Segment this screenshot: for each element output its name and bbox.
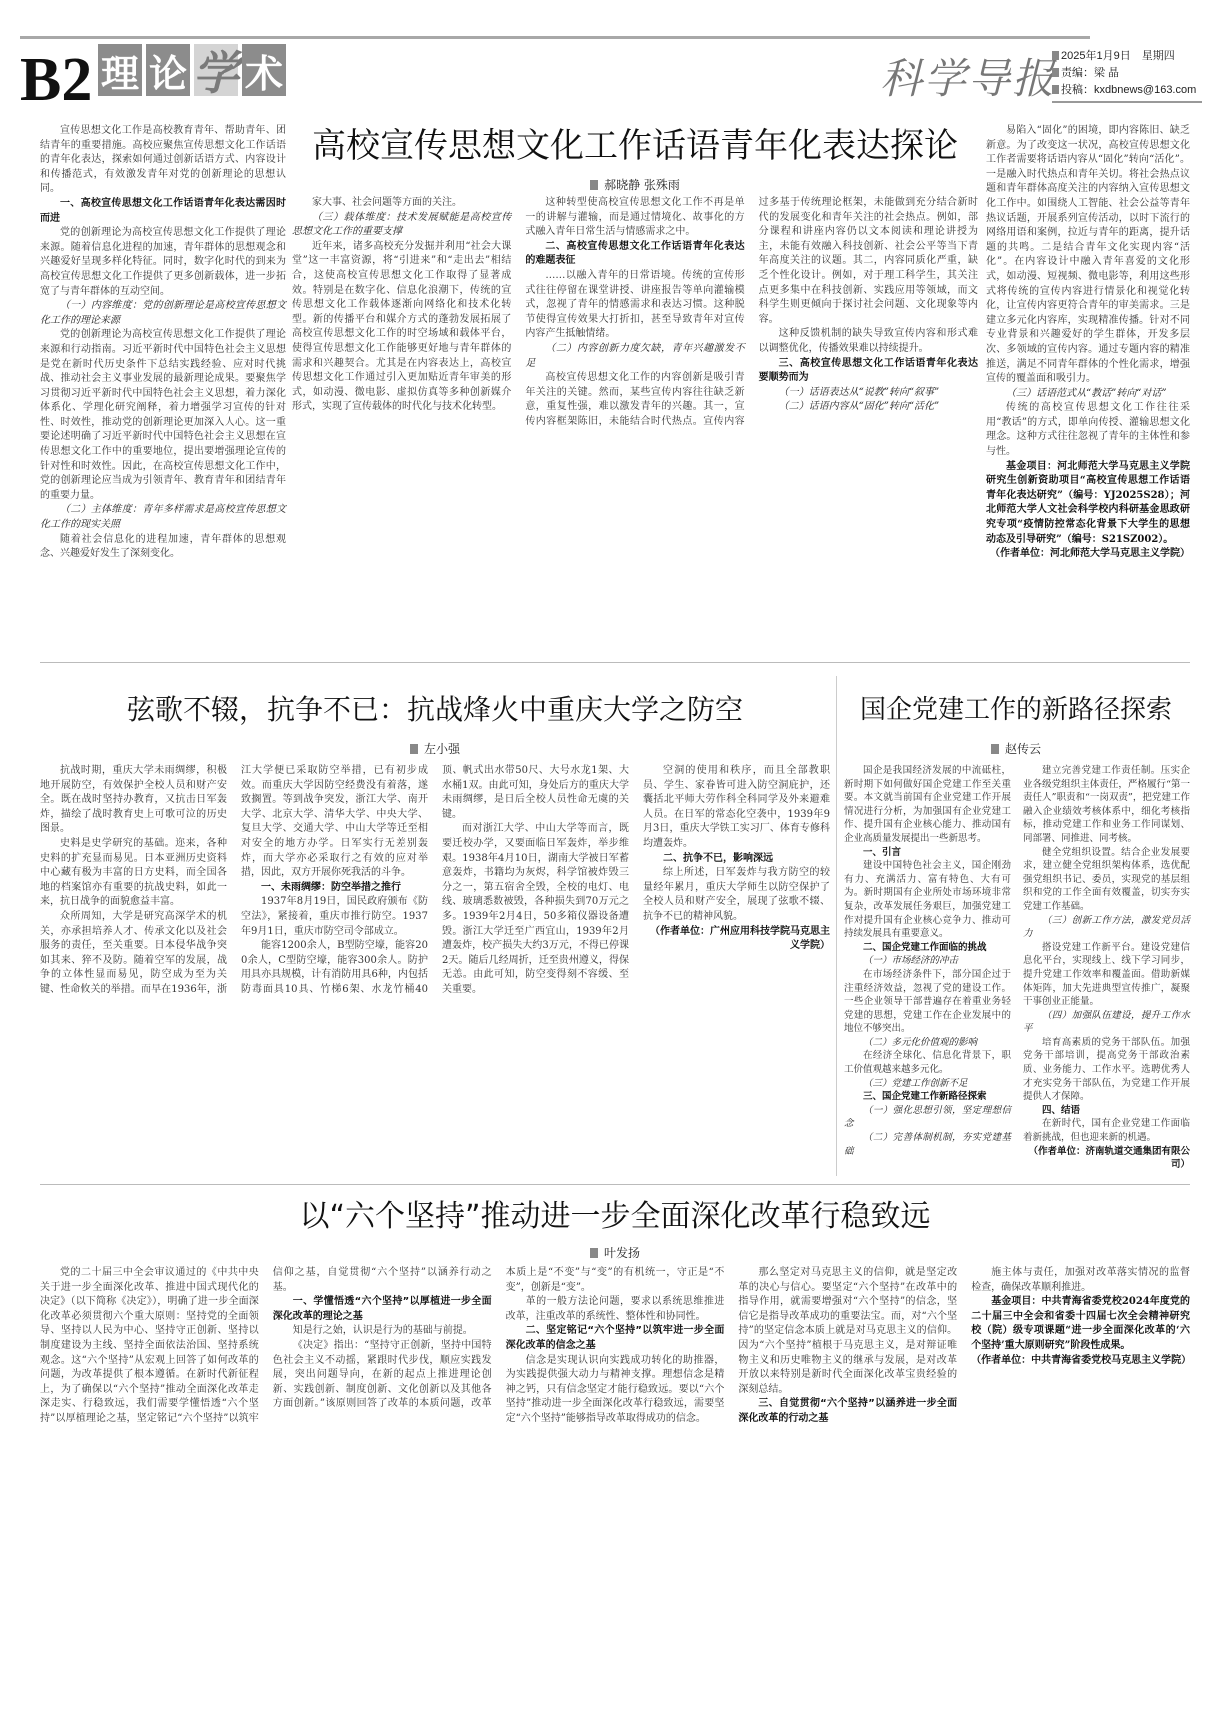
paragraph: 近年来，诸多高校充分发掘并利用“社会大课堂”这一丰富资源，将“引进来”和“走出去”相结合，这使高校宣传思想文化工作取得了显著成效。特别是在数字化、信息化浪潮下，传统的宣传思想文化工作载体逐渐向网络化和技术化转型。新的传播平台和媒介方式的蓬勃发展拓展了高校宣传思想文化工作的时空场域和载体平台，使得宣传思想文化工作能够更好地与青年群体的需求和兴趣契合。尤其是在内容表达上，高校宣传思想文化工作通过引入更加贴近青年审美的形式，如动漫、微电影、虚拟仿真等多种创新媒介形式，实现了宣传载体的时代化与技术化转型。	[292, 240, 512, 413]
paragraph: 综上所述，日军轰炸与我方防空的较量经年累月，重庆大学师生以防空保护了全校人员和财产安全，展现了弦歌不辍、抗争不已的精神风貌。	[643, 867, 830, 922]
article1-left-column	[40, 124, 286, 562]
paragraph: 家大事、社会问题等方面的关注。	[312, 197, 462, 208]
subsection-heading: （二）主体维度：青年多样需求是高校宣传思想文化工作的现实关照	[40, 504, 286, 531]
paragraph: 搭设党建工作新平台。建设党建信息化平台，实现线上、线下学习同步，提升党建工作效率和覆盖面。借助新媒体矩阵，加大先进典型宣传推广，凝聚干事创业正能量。	[1023, 941, 1190, 1008]
page-number: B2	[20, 46, 93, 114]
paragraph: 党的创新理论为高校宣传思想文化工作提供了理论来源。随着信息化进程的加速，青年群体的思想观念和兴趣爱好呈现多样化特征。同时，数字化时代的到来为高校宣传思想文化工作提供了更多创新载体，进一步拓宽了与青年群体的互动空间。	[40, 227, 286, 297]
issue-date: 2025年1月9日 星期四	[1052, 48, 1202, 65]
article4-body	[40, 1266, 1190, 1427]
paragraph: 空洞的使用和秩序，而且全部教职员、学生、家眷皆可进入防空洞庇护，还囊括北平师大劳作科全科同学及外来避难人员。在日军的常态化空袭中，1939年9月3日，重庆大学铁工实习厂、体育专修科均遭轰炸。	[643, 765, 830, 849]
paragraph: 信念是实现认识向实践成功转化的助推器，为实践提供强大动力与精神支撑。理想信念是精神之钙，只有信念坚定才能行稳致远。要以“六个坚持”推动进一步全面深化改革行稳致远，需要坚定“六个坚持”能够指导改革取得成功的信念。	[505, 1354, 725, 1424]
section-char: 术	[242, 44, 286, 96]
subsection-heading: （三）党建工作创新不足	[863, 1077, 968, 1089]
article1-title: 高校宣传思想文化工作话语青年化表达探论	[312, 126, 958, 166]
paragraph: 健全党组织设置。结合企业发展要求，建立健全党组织架构体系，选优配强党组织书记、委员，实现党的基层组织和党的工作全面有效覆盖，切实夯实党建工作基础。	[1023, 846, 1190, 912]
section-heading: 三、高校宣传思想文化工作话语青年化表达要顺势而为	[758, 357, 978, 384]
subsection-heading: （二）话语内容从“固化”转向“活化”	[778, 401, 940, 413]
section-heading: 二、国企党建工作面临的挑战	[863, 941, 987, 953]
article3-byline: 赵传云	[842, 740, 1190, 757]
author-affiliation: （作者单位：广州应用科技学院马克思主义学院）	[650, 925, 830, 952]
subsection-heading: （一）市场经济的冲击	[863, 955, 959, 967]
section-char: 学	[193, 46, 239, 100]
paragraph: 这种反馈机制的缺失导致宣传内容和形式难以调整优化，传播效果难以持续提升。	[758, 328, 978, 354]
subsection-heading: （三）话语范式从“教话”转向“对话”	[1006, 387, 1167, 399]
article2-title: 弦歌不辍，抗争不已：抗战烽火中重庆大学之防空	[126, 693, 743, 726]
paragraph: 建立完善党建工作责任制。压实企业各级党组织主体责任，严格履行“第一责任人”职责和“一岗双责”，把党建工作融入企业绩效考核体系中，细化考核指标，推动党建工作和业务工作同谋划、同部署、同推进、同考核。	[1023, 765, 1190, 844]
paragraph: 众所周知，大学是研究高深学术的机关，亦承担培养人才、传承文化以及社会服务的责任，至关重要。日本侵华战争突如其来、猝不及防。随着空军的发展，战争的立体性显而易见，防空成为至为关键、性命攸关的举措。而早在1936年，浙江大学便已采取防空举措，已有初步成效。而重庆大学因防空经费没有着落，遂致搁置。等到战争突发，浙江大学、南开大学、北京大学、清华大学、中央大学、复旦大学、交通大学、中山大学等迁至相对安全的地方办学。日军实行无差别轰炸，而大学亦必采取行之有效的应对举措，因此，双方开展你死我活的斗争。	[40, 765, 428, 995]
article4-title: 以“六个坚持”推动进一步全面深化改革行稳致远	[299, 1199, 931, 1234]
subsection-heading: （四）加强队伍建设，提升工作水平	[1023, 1009, 1190, 1035]
paragraph: 随着社会信息化的进程加速，青年群体的思想观念、兴趣爱好发生了深刻变化。	[40, 533, 286, 560]
paragraph: 国企是我国经济发展的中流砥柱，新时期下如何做好国企党建工作至关重要。本文就当前国有企业党建工作开展情况进行分析，为加强国有企业党建工作、提升国有企业核心能力、推动国有企业高质量发展提出一些新思考。	[844, 765, 1011, 844]
paragraph: 在经济全球化、信息化背景下，职工价值观越来越多元化。	[844, 1050, 1011, 1076]
article4-byline: 叶发扬	[40, 1244, 1190, 1261]
article1-byline: 郝晓静 张殊雨	[290, 176, 980, 193]
section-char: 理	[98, 44, 142, 96]
section-heading: 四、结语	[1042, 1104, 1081, 1116]
paragraph: 革的一般方法论问题，要求以系统思维推进改革，注重改革的系统性、整体性和协同性。	[505, 1296, 725, 1322]
author-affiliation: （作者单位：济南轨道交通集团有限公司）	[1028, 1145, 1190, 1171]
section-heading: 一、未雨绸缪：防空举措之推行	[261, 881, 401, 893]
paragraph: 在市场经济条件下，部分国企过于注重经济效益，忽视了党的建设工作。一些企业领导干部普遍存在着重业务轻党建的思想，党建工作在企业发展中的地位不够突出。	[844, 968, 1011, 1035]
section-heading: 二、抗争不已，影响深远	[663, 852, 773, 864]
section-heading: 一、引言	[863, 846, 902, 858]
subsection-heading: （一）强化思想引领，坚定理想信念	[844, 1104, 1011, 1130]
paragraph: 高校宣传思想文化工作的内容创新是吸引青年关注的关键。然而，某些宣传内容往往缺乏新意，重复性强，难以激发青年的兴趣。其一，宣传内容框架陈旧，未能结合时代热点。宣传内容过多基于传统理论框架，未能做到充分结合新时代的发展变化和青年关注的社会热点。例如，部分课程和讲座内容仍以文本阅读和理论讲授为主，未能有效融入科技创新、社会公平等当下青年高度关注的议题。其二，内容同质化严重，缺乏个性化设计。例如，对于理工科学生，其关注点更多集中在科技创新、实践应用等领域，而文科学生则更倾向于探讨社会问题、文化现象等内容。	[525, 197, 978, 427]
article2-body	[40, 764, 830, 998]
section-divider	[40, 662, 1190, 663]
paragraph: 而对浙江大学、中山大学等而言，既要迁校办学，又要面临日军轰炸，举步维艰。1938年4月10日，湖南大学被日军蓄意轰炸，书籍均为灰烬，科学馆被炸毁三分之一，第五宿舍全毁，全校的电灯、电线、玻璃悉数被毁，各种损失到70万元之多。1939年2月4日，50多箱仪器设备遭毁。浙江大学迁至广西宜山，1939年2月遭轰炸，校产损失大约3万元，不得已停课2天。随后几经周折，迁至贵州遵义，得保无恙。由此可知，防空变得刻不容缓、至关重要。	[442, 823, 629, 995]
author-affiliation: （作者单位：河北师范大学马克思主义学院）	[990, 548, 1190, 560]
section-char: 论	[146, 44, 190, 96]
paragraph: ……以融入青年的日常语境。传统的宣传形式往往停留在课堂讲授、讲座报告等单向灌输模式，忽视了青年的情感需求和表达习惯。这种脱节使得宣传效果大打折扣，甚至导致青年对宣传内容产生抵触情绪。	[525, 269, 745, 340]
subsection-heading: （一）内容维度：党的创新理论是高校宣传思想文化工作的理论来源	[40, 300, 286, 326]
paragraph: 党的创新理论为高校宣传思想文化工作提供了理论来源和行动指南。习近平新时代中国特色社会主义思想是党在新时代历史条件下总结实践经验、应对时代挑战、推动社会主义事业发展的最新理论成果。要聚焦学习贯彻习近平新时代中国特色社会主义思想，着力深化体系化、学理化研究阐释，着力增强学习宣传的针对性、时效性，推动党的创新理论更加深入人心。这一重要论述明确了习近平新时代中国特色社会主义思想在宣传思想文化工作中的重要地位，提出要增强理论宣传的针对性和时效性。因此，在高校宣传思想文化工作中，党的创新理论应当成为引领青年、教育青年和团结青年的重要力量。	[40, 329, 286, 501]
paragraph: 1937年8月19日，国民政府颁布《防空法》，紧接着，重庆市推行防空。1937年9月1日，重庆市防空司令部成立。	[241, 896, 428, 937]
paragraph: 宣传思想文化工作是高校教育青年、帮助青年、团结青年的重要措施。高校应聚焦宣传思想文化工作话语的青年化表达，探索如何通过创新话语方式、内容设计和传播范式，有效激发青年对党的创新理论的思想认同。	[40, 125, 286, 195]
paragraph: 施主体与责任，加强对改革落实情况的监督检查，确保改革顺利推进。	[971, 1267, 1190, 1293]
section-heading: 三、国企党建工作新路径探索	[863, 1091, 987, 1103]
section-logo	[98, 44, 286, 100]
paragraph: 培育高素质的党务干部队伍。加强党务干部培训，提高党务干部政治素质、业务能力、工作水平。选聘优秀人才充实党务干部队伍，为党建工作开展提供人才保障。	[1023, 1036, 1190, 1103]
paragraph: 党的二十届三中全会审议通过的《中共中央关于进一步全面深化改革、推进中国式现代化的决定》（以下简称《决定》），明确了进一步全面深化改革必须贯彻六个重大原则：坚持党的全面领导、坚持以人民为中心、坚持守正创新、坚持以制度建设为主线、坚持全面依法治国、坚持系统观念。这“六个坚持”从宏观上回答了如何改革的问题，为改革提供了根本遵循。在新时代新征程上，为了确保以“六个坚持”推动全面深化改革走深走实、行稳致远，我们需要学懂悟透“六个坚持”以厚植理论之基，坚定铭记“六个坚持”以筑牢信仰之基，自觉贯彻“六个坚持”以涵养行动之基。	[40, 1267, 492, 1424]
column-divider	[836, 676, 837, 1176]
article2-byline: 左小强	[40, 740, 830, 757]
subsection-heading: （三）创新工作方法，激发党员活力	[1023, 914, 1190, 940]
section-heading: 一、高校宣传思想文化工作话语青年化表达需因时而进	[40, 197, 286, 224]
issue-info	[1052, 48, 1202, 103]
paragraph: 这种转型使高校宣传思想文化工作不再是单一的讲解与灌输，而是通过情境化、故事化的方式融入青年日常生活与情感需求之中。	[525, 197, 745, 238]
paragraph: 在新时代，国有企业党建工作面临着新挑战，但也迎来新的机遇。	[1023, 1118, 1190, 1144]
paragraph: 能容1200余人，B型防空壕，能容200余人，C型防空壕，能容300余人。防护用具亦具规模，计有消防用具6种，内包括防毒面具10具、竹梯6架、水龙竹桶40顶、帆式出水带50尺、大号水龙1架、大水桶1双。由此可知，身处后方的重庆大学未雨绸缪，是日后全校人员性命无虞的关键。	[241, 765, 629, 995]
article1-body	[292, 196, 978, 430]
section-divider	[40, 1184, 1190, 1185]
subsection-heading: （三）载体维度：技术发展赋能是高校宣传思想文化工作的重要支撑	[292, 211, 512, 238]
top-rule	[20, 36, 1090, 39]
editor-credit: 责编：梁 晶	[1052, 65, 1202, 82]
funding-note: 基金项目：中共青海省委党校2024年度党的二十届三中全会和省委十四届七次全会精神研究校（院）级专项课题“进一步全面深化改革的‘六个坚持’重大原则研究”阶段性成果。	[971, 1296, 1190, 1351]
article3-body	[844, 764, 1190, 1172]
subsection-heading: （二）内容创新力度欠缺，青年兴趣激发不足	[525, 342, 745, 369]
contribute-email: 投稿：kxdbnews@163.com	[1052, 82, 1202, 99]
paragraph: 抗战时期，重庆大学未雨绸缪，积极地开展防空，有效保护全校人员和财产安全。既在战时坚持办教育，又抗击日军轰炸，描绘了战时教育史上可歌可泣的历史图景。	[40, 765, 227, 835]
masthead-logo: 科学导报	[880, 54, 1057, 103]
section-heading: 二、坚定铭记“六个坚持”以筑牢进一步全面深化改革的信念之基	[505, 1325, 725, 1351]
funding-note: 基金项目：河北师范大学马克思主义学院研究生创新资助项目“高校宣传思想工作话语青年化表达研究”（编号：YJ2025S28）；河北师范大学人文社会科学校内科研基金思政研究专项“疫情防控常态化背景下大学生的思想动态及引导研究”（编号：S21SZ002）。	[986, 460, 1190, 545]
paragraph: 传统的高校宣传思想文化工作往往采用“教话”的方式，即单向传授、灌输思想文化理念。这种方式往往忽视了青年的主体性和参与性。	[986, 402, 1190, 458]
section-heading: 三、自觉贯彻“六个坚持”以涵养进一步全面深化改革的行动之基	[738, 1398, 958, 1424]
subsection-heading: （二）多元化价值观的影响	[863, 1036, 978, 1048]
paragraph: 易陷入“固化”的困境，即内容陈旧、缺乏新意。为了改变这一状况，高校宣传思想文化工作者需要将话语内容从“固化”转向“活化”。一是融入时代热点和青年关切。将社会热点议题和青年群体高度关注的内容纳入宣传思想文化工作中。如围绕人工智能、社会公益等青年热议话题，开展系列宣传活动，以时下流行的网络用语和案例，拉近与青年的距离，提升话题的共鸣。二是结合青年文化实现内容“活化”。在内容设计中融入青年喜爱的文化形式，如动漫、短视频、微电影等，利用这些形式将传统的宣传内容进行情景化和视觉化转化，让宣传内容更符合青年的审美需求。三是建立多元化内容库，实现精准传播。针对不同专业背景和兴趣爱好的学生群体，开发多层次、多领域的宣传内容。通过专题内容的精准推送，满足不同青年群体的个性化需求，增强宣传的覆盖面和吸引力。	[986, 125, 1190, 385]
subsection-heading: （二）完善体制机制，夯实党建基础	[844, 1132, 1011, 1157]
paragraph: 史料是史学研究的基础。迩来，各种史料的扩充显而易见。日本亚洲历史资料中心藏有极为丰富的日方史料，而全国各地的档案馆亦有重要的抗战史料，如此一来，抗日战争的面貌愈益丰富。	[40, 837, 227, 908]
article1-right-column	[986, 124, 1190, 562]
paragraph: 知是行之始，认识是行为的基础与前提。	[292, 1325, 473, 1337]
article3-title: 国企党建工作的新路径探索	[859, 695, 1172, 725]
section-heading: 一、学懂悟透“六个坚持”以厚植进一步全面深化改革的理论之基	[272, 1296, 492, 1322]
paragraph: 建设中国特色社会主义，国企刚劲有力、充满活力、富有特色、大有可为。新时期国有企业所处市场环境非常复杂，改革发展任务艰巨，加强党建工作对提升国有企业核心竞争力、推动可持续发展具有重要意义。	[844, 860, 1011, 940]
paragraph: 《决定》指出：“坚持守正创新，坚持中国特色社会主义不动摇，紧跟时代步伐，顺应实践发展，突出问题导向，在新的起点上推进理论创新、实践创新、制度创新、文化创新以及其他各方面创新。”该原则回答了改革的本质问题，改革本质上是“不变”与“变”的有机统一，守正是“不变”，创新是“变”。	[272, 1267, 725, 1410]
subsection-heading: （一）话语表达从“说教”转向“叙事”	[778, 386, 940, 398]
paragraph: 那么坚定对马克思主义的信仰，就是坚定改革的决心与信心。要坚定“六个坚持”在改革中的指导作用，就需要增强对“六个坚持”的信念，坚信它是指导改革成功的重要法宝。而，对“六个坚持”的坚定信念本质上就是对马克思主义的信仰。因为“六个坚持”植根于马克思主义，是对辩证唯物主义和历史唯物主义的继承与发展，是对改革开放以来特别是新时代全面深化改革宝贵经验的深刻总结。	[738, 1267, 958, 1395]
author-affiliation: （作者单位：中共青海省委党校马克思主义学院）	[971, 1354, 1192, 1366]
section-heading: 二、高校宣传思想文化工作话语青年化表达的难题表征	[525, 240, 745, 267]
